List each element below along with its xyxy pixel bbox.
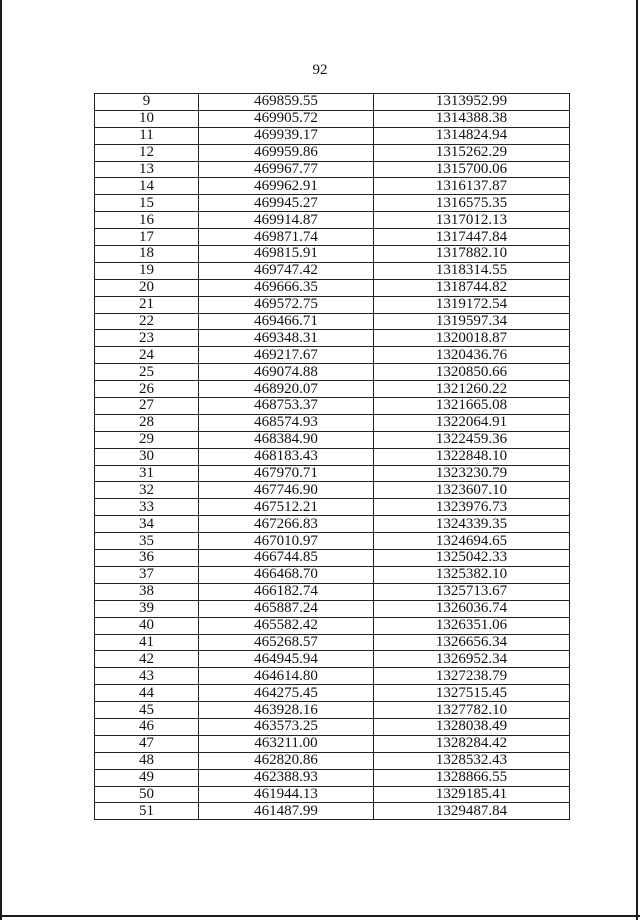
table-row — [95, 229, 570, 246]
point-number-cell: 39 — [95, 600, 199, 617]
point-number-cell: 12 — [95, 144, 199, 161]
point-number-cell: 32 — [95, 482, 199, 499]
point-number-cell: 47 — [95, 735, 199, 752]
y-coordinate-cell: 1324339.35 — [374, 516, 570, 533]
point-number-cell: 51 — [95, 803, 199, 820]
x-coordinate-cell: 467266.83 — [199, 516, 374, 533]
point-number-cell: 43 — [95, 668, 199, 685]
page-border-right — [636, 0, 638, 920]
y-coordinate-cell: 1326656.34 — [374, 634, 570, 651]
table-row — [95, 718, 570, 735]
point-number-cell: 42 — [95, 651, 199, 668]
point-number-cell: 30 — [95, 448, 199, 465]
point-number-cell: 28 — [95, 414, 199, 431]
y-coordinate-cell: 1322848.10 — [374, 448, 570, 465]
x-coordinate-cell: 469217.67 — [199, 347, 374, 364]
x-coordinate-cell: 469871.74 — [199, 229, 374, 246]
x-coordinate-cell: 469859.55 — [199, 94, 374, 111]
y-coordinate-cell: 1325713.67 — [374, 583, 570, 600]
x-coordinate-cell: 466468.70 — [199, 566, 374, 583]
point-number-cell: 40 — [95, 617, 199, 634]
table-row — [95, 465, 570, 482]
point-number-cell: 34 — [95, 516, 199, 533]
table-row — [95, 127, 570, 144]
x-coordinate-cell: 463211.00 — [199, 735, 374, 752]
table-row — [95, 262, 570, 279]
y-coordinate-cell: 1326036.74 — [374, 600, 570, 617]
y-coordinate-cell: 1318314.55 — [374, 262, 570, 279]
table-row — [95, 499, 570, 516]
y-coordinate-cell: 1328284.42 — [374, 735, 570, 752]
table-row — [95, 735, 570, 752]
x-coordinate-cell: 467746.90 — [199, 482, 374, 499]
point-number-cell: 18 — [95, 246, 199, 263]
point-number-cell: 29 — [95, 431, 199, 448]
y-coordinate-cell: 1323230.79 — [374, 465, 570, 482]
point-number-cell: 10 — [95, 110, 199, 127]
point-number-cell: 27 — [95, 398, 199, 415]
table-row — [95, 550, 570, 567]
y-coordinate-cell: 1319172.54 — [374, 296, 570, 313]
y-coordinate-cell: 1320018.87 — [374, 330, 570, 347]
point-number-cell: 19 — [95, 262, 199, 279]
y-coordinate-cell: 1329185.41 — [374, 786, 570, 803]
y-coordinate-cell: 1314388.38 — [374, 110, 570, 127]
table-row — [95, 161, 570, 178]
point-number-cell: 44 — [95, 685, 199, 702]
y-coordinate-cell: 1327238.79 — [374, 668, 570, 685]
x-coordinate-cell: 468574.93 — [199, 414, 374, 431]
table-row — [95, 144, 570, 161]
point-number-cell: 33 — [95, 499, 199, 516]
table-row — [95, 296, 570, 313]
table-row — [95, 381, 570, 398]
point-number-cell: 24 — [95, 347, 199, 364]
table-row — [95, 634, 570, 651]
x-coordinate-cell: 465887.24 — [199, 600, 374, 617]
x-coordinate-cell: 469666.35 — [199, 279, 374, 296]
y-coordinate-cell: 1315700.06 — [374, 161, 570, 178]
point-number-cell: 11 — [95, 127, 199, 144]
table-row — [95, 617, 570, 634]
point-number-cell: 21 — [95, 296, 199, 313]
table-row — [95, 212, 570, 229]
table-row — [95, 178, 570, 195]
y-coordinate-cell: 1316575.35 — [374, 195, 570, 212]
x-coordinate-cell: 469939.17 — [199, 127, 374, 144]
point-number-cell: 46 — [95, 718, 199, 735]
x-coordinate-cell: 468384.90 — [199, 431, 374, 448]
point-number-cell: 38 — [95, 583, 199, 600]
table-row — [95, 347, 570, 364]
y-coordinate-cell: 1316137.87 — [374, 178, 570, 195]
x-coordinate-cell: 469747.42 — [199, 262, 374, 279]
page-number: 92 — [312, 62, 328, 78]
y-coordinate-cell: 1314824.94 — [374, 127, 570, 144]
y-coordinate-cell: 1327515.45 — [374, 685, 570, 702]
table-row — [95, 651, 570, 668]
point-number-cell: 26 — [95, 381, 199, 398]
y-coordinate-cell: 1321260.22 — [374, 381, 570, 398]
y-coordinate-cell: 1325042.33 — [374, 550, 570, 567]
x-coordinate-cell: 461944.13 — [199, 786, 374, 803]
y-coordinate-cell: 1317012.13 — [374, 212, 570, 229]
table-row — [95, 279, 570, 296]
point-number-cell: 45 — [95, 702, 199, 719]
y-coordinate-cell: 1329487.84 — [374, 803, 570, 820]
x-coordinate-cell: 469815.91 — [199, 246, 374, 263]
x-coordinate-cell: 469945.27 — [199, 195, 374, 212]
x-coordinate-cell: 462388.93 — [199, 769, 374, 786]
x-coordinate-cell: 469348.31 — [199, 330, 374, 347]
point-number-cell: 36 — [95, 550, 199, 567]
table-row — [95, 482, 570, 499]
y-coordinate-cell: 1317882.10 — [374, 246, 570, 263]
table-row — [95, 431, 570, 448]
coordinates-table-body — [95, 94, 570, 820]
y-coordinate-cell: 1326351.06 — [374, 617, 570, 634]
table-row — [95, 94, 570, 111]
table-row — [95, 516, 570, 533]
y-coordinate-cell: 1319597.34 — [374, 313, 570, 330]
x-coordinate-cell: 464614.80 — [199, 668, 374, 685]
y-coordinate-cell: 1325382.10 — [374, 566, 570, 583]
point-number-cell: 23 — [95, 330, 199, 347]
page-border-left — [0, 0, 2, 920]
y-coordinate-cell: 1320436.76 — [374, 347, 570, 364]
x-coordinate-cell: 469962.91 — [199, 178, 374, 195]
point-number-cell: 15 — [95, 195, 199, 212]
x-coordinate-cell: 466744.85 — [199, 550, 374, 567]
point-number-cell: 20 — [95, 279, 199, 296]
x-coordinate-cell: 469074.88 — [199, 364, 374, 381]
table-row — [95, 583, 570, 600]
point-number-cell: 48 — [95, 752, 199, 769]
x-coordinate-cell: 464945.94 — [199, 651, 374, 668]
table-row — [95, 398, 570, 415]
point-number-cell: 37 — [95, 566, 199, 583]
x-coordinate-cell: 463928.16 — [199, 702, 374, 719]
table-row — [95, 600, 570, 617]
table-row — [95, 566, 570, 583]
coordinates-table — [94, 93, 570, 820]
x-coordinate-cell: 467010.97 — [199, 533, 374, 550]
x-coordinate-cell: 465582.42 — [199, 617, 374, 634]
table-row — [95, 313, 570, 330]
table-row — [95, 364, 570, 381]
y-coordinate-cell: 1320850.66 — [374, 364, 570, 381]
x-coordinate-cell: 467512.21 — [199, 499, 374, 516]
point-number-cell: 49 — [95, 769, 199, 786]
x-coordinate-cell: 466182.74 — [199, 583, 374, 600]
y-coordinate-cell: 1328038.49 — [374, 718, 570, 735]
table-row — [95, 685, 570, 702]
y-coordinate-cell: 1323607.10 — [374, 482, 570, 499]
y-coordinate-cell: 1324694.65 — [374, 533, 570, 550]
x-coordinate-cell: 468753.37 — [199, 398, 374, 415]
y-coordinate-cell: 1318744.82 — [374, 279, 570, 296]
x-coordinate-cell: 463573.25 — [199, 718, 374, 735]
x-coordinate-cell: 467970.71 — [199, 465, 374, 482]
x-coordinate-cell: 461487.99 — [199, 803, 374, 820]
table-row — [95, 752, 570, 769]
y-coordinate-cell: 1315262.29 — [374, 144, 570, 161]
table-row — [95, 803, 570, 820]
point-number-cell: 9 — [95, 94, 199, 111]
table-row — [95, 246, 570, 263]
x-coordinate-cell: 468183.43 — [199, 448, 374, 465]
x-coordinate-cell: 464275.45 — [199, 685, 374, 702]
y-coordinate-cell: 1321665.08 — [374, 398, 570, 415]
x-coordinate-cell: 469914.87 — [199, 212, 374, 229]
y-coordinate-cell: 1313952.99 — [374, 94, 570, 111]
y-coordinate-cell: 1317447.84 — [374, 229, 570, 246]
point-number-cell: 35 — [95, 533, 199, 550]
y-coordinate-cell: 1322459.36 — [374, 431, 570, 448]
point-number-cell: 31 — [95, 465, 199, 482]
point-number-cell: 25 — [95, 364, 199, 381]
x-coordinate-cell: 462820.86 — [199, 752, 374, 769]
point-number-cell: 16 — [95, 212, 199, 229]
y-coordinate-cell: 1327782.10 — [374, 702, 570, 719]
point-number-cell: 14 — [95, 178, 199, 195]
table-row — [95, 533, 570, 550]
x-coordinate-cell: 469466.71 — [199, 313, 374, 330]
table-row — [95, 330, 570, 347]
y-coordinate-cell: 1326952.34 — [374, 651, 570, 668]
table-row — [95, 786, 570, 803]
table-row — [95, 702, 570, 719]
point-number-cell: 17 — [95, 229, 199, 246]
table-row — [95, 195, 570, 212]
x-coordinate-cell: 465268.57 — [199, 634, 374, 651]
y-coordinate-cell: 1328866.55 — [374, 769, 570, 786]
table-row — [95, 414, 570, 431]
page-border-bottom — [0, 915, 640, 917]
table-row — [95, 668, 570, 685]
x-coordinate-cell: 469967.77 — [199, 161, 374, 178]
table-row — [95, 769, 570, 786]
table-row — [95, 448, 570, 465]
point-number-cell: 13 — [95, 161, 199, 178]
table-row — [95, 110, 570, 127]
x-coordinate-cell: 469959.86 — [199, 144, 374, 161]
y-coordinate-cell: 1322064.91 — [374, 414, 570, 431]
point-number-cell: 41 — [95, 634, 199, 651]
y-coordinate-cell: 1328532.43 — [374, 752, 570, 769]
point-number-cell: 22 — [95, 313, 199, 330]
x-coordinate-cell: 469905.72 — [199, 110, 374, 127]
y-coordinate-cell: 1323976.73 — [374, 499, 570, 516]
x-coordinate-cell: 468920.07 — [199, 381, 374, 398]
x-coordinate-cell: 469572.75 — [199, 296, 374, 313]
point-number-cell: 50 — [95, 786, 199, 803]
